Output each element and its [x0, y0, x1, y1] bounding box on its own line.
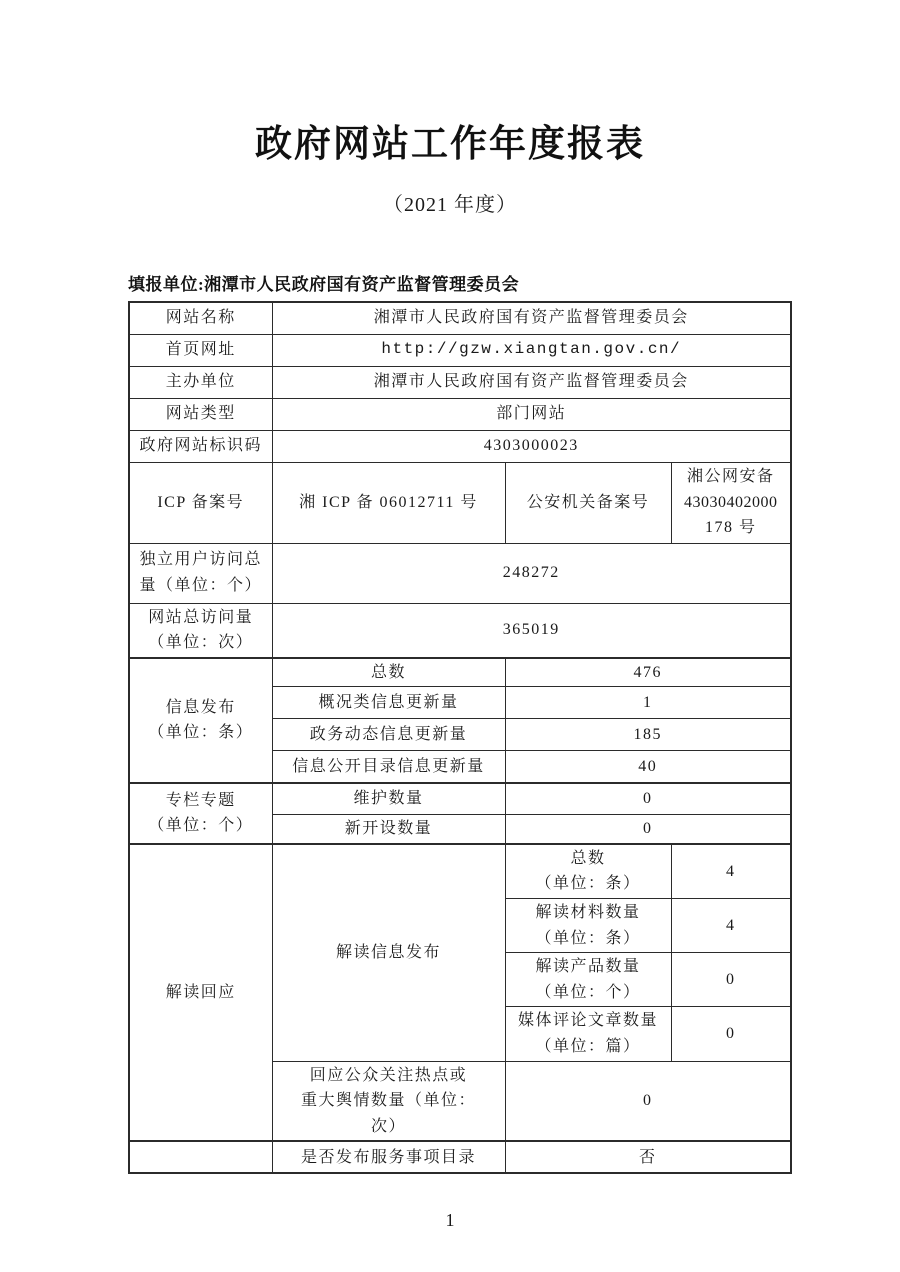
homepage-url-label: 首页网址	[129, 334, 272, 366]
interpretation-products-line2: （单位：个）	[535, 983, 641, 1001]
interpretation-total-value: 4	[671, 844, 791, 899]
total-visits-label-line2: （单位：次）	[148, 634, 254, 652]
service-directory-row	[129, 1141, 791, 1173]
interpretation-media-line2: （单位：篇）	[535, 1038, 641, 1056]
interpretation-total-label	[505, 844, 671, 899]
interpretation-materials-value: 4	[671, 899, 791, 953]
total-visits-row	[129, 603, 791, 658]
interpretation-products-label	[505, 953, 671, 1007]
total-visits-label	[129, 603, 272, 658]
info-release-group-line2: （单位：条）	[148, 724, 254, 742]
reporting-unit-label: 填报单位:	[128, 275, 205, 294]
icp-number: 湘 ICP 备 06012711 号	[272, 462, 505, 543]
interpretation-products-line1: 解读产品数量	[535, 958, 641, 976]
hot-response-line1: 回应公众关注热点或	[309, 1066, 468, 1084]
website-type-row	[129, 398, 791, 430]
host-unit-label: 主办单位	[129, 366, 272, 398]
special-topics-group-line2: （单位：个）	[148, 817, 254, 835]
interpretation-subgroup-label: 解读信息发布	[272, 844, 505, 1061]
website-name-row	[129, 302, 791, 334]
info-release-group-line1: 信息发布	[165, 698, 236, 716]
homepage-url-row	[129, 334, 791, 366]
unique-visitors-label	[129, 543, 272, 603]
interpretation-media-label	[505, 1007, 671, 1061]
special-topics-maintained-value: 0	[505, 783, 791, 815]
special-topics-maintained-row	[129, 783, 791, 815]
special-topics-group-label	[129, 783, 272, 844]
site-code-row	[129, 430, 791, 462]
reporting-unit-line	[128, 274, 900, 296]
police-filing-line1: 湘公网安备	[686, 468, 775, 486]
info-release-directory-value: 40	[505, 751, 791, 783]
host-unit-value: 湘潭市人民政府国有资产监督管理委员会	[272, 366, 791, 398]
website-name-label: 网站名称	[129, 302, 272, 334]
interpretation-media-line1: 媒体评论文章数量	[517, 1012, 658, 1030]
website-type-value: 部门网站	[272, 398, 791, 430]
host-unit-row	[129, 366, 791, 398]
info-release-group-label	[129, 658, 272, 783]
total-visits-value: 365019	[272, 603, 791, 658]
info-release-total-row	[129, 658, 791, 687]
info-release-dynamics-value: 185	[505, 719, 791, 751]
unique-visitors-label-line2: 量（单位：个）	[139, 577, 262, 594]
police-filing-line3: 178 号	[704, 519, 757, 537]
police-filing-label: 公安机关备案号	[505, 462, 671, 543]
interpretation-products-value: 0	[671, 953, 791, 1007]
police-filing-number	[671, 462, 791, 543]
special-topics-maintained-label: 维护数量	[272, 783, 505, 815]
icp-label: ICP 备案号	[129, 462, 272, 543]
reporting-unit-name: 湘潭市人民政府国有资产监督管理委员会	[204, 275, 520, 294]
icp-row	[129, 462, 791, 543]
report-title: 政府网站工作年度报表	[255, 123, 645, 164]
homepage-url-value: http://gzw.xiangtan.gov.cn/	[272, 334, 791, 366]
interpretation-total-line1: 总数	[570, 849, 606, 867]
info-release-total-label: 总数	[272, 658, 505, 687]
total-visits-label-line1: 网站总访问量	[148, 608, 254, 626]
info-release-overview-label: 概况类信息更新量	[272, 687, 505, 719]
service-directory-label: 是否发布服务事项目录	[272, 1141, 505, 1173]
hot-response-line3: 次）	[370, 1117, 406, 1135]
hot-response-line2: 重大舆情数量（单位：	[300, 1092, 476, 1110]
unique-visitors-row	[129, 543, 791, 603]
info-release-directory-label: 信息公开目录信息更新量	[272, 751, 505, 783]
hot-response-value: 0	[505, 1061, 791, 1141]
interpretation-materials-line1: 解读材料数量	[535, 904, 641, 922]
service-directory-empty-cell	[129, 1141, 272, 1173]
interpretation-materials-label	[505, 899, 671, 953]
info-release-dynamics-label: 政务动态信息更新量	[272, 719, 505, 751]
service-directory-value: 否	[505, 1141, 791, 1173]
website-type-label: 网站类型	[129, 398, 272, 430]
interpretation-total-line2: （单位：条）	[535, 875, 641, 893]
interpretation-materials-line2: （单位：条）	[535, 929, 641, 947]
unique-visitors-value: 248272	[272, 543, 791, 603]
special-topics-group-line1: 专栏专题	[165, 791, 236, 809]
website-name-value: 湘潭市人民政府国有资产监督管理委员会	[272, 302, 791, 334]
site-code-label: 政府网站标识码	[129, 430, 272, 462]
unique-visitors-label-line1: 独立用户访问总	[139, 551, 262, 569]
interpretation-media-value: 0	[671, 1007, 791, 1061]
info-release-total-value: 476	[505, 658, 791, 687]
site-code-value: 4303000023	[272, 430, 791, 462]
info-release-overview-value: 1	[505, 687, 791, 719]
interpretation-group-label: 解读回应	[129, 844, 272, 1142]
page-number: 1	[445, 1210, 455, 1231]
report-year-subtitle: （2021 年度）	[383, 194, 517, 216]
police-filing-line2: 43030402000	[684, 493, 778, 511]
hot-response-label	[272, 1061, 505, 1141]
special-topics-new-label: 新开设数量	[272, 815, 505, 844]
annual-report-table	[128, 301, 792, 1174]
interpretation-total-row	[129, 844, 791, 899]
special-topics-new-value: 0	[505, 815, 791, 844]
report-page	[0, 124, 900, 1272]
